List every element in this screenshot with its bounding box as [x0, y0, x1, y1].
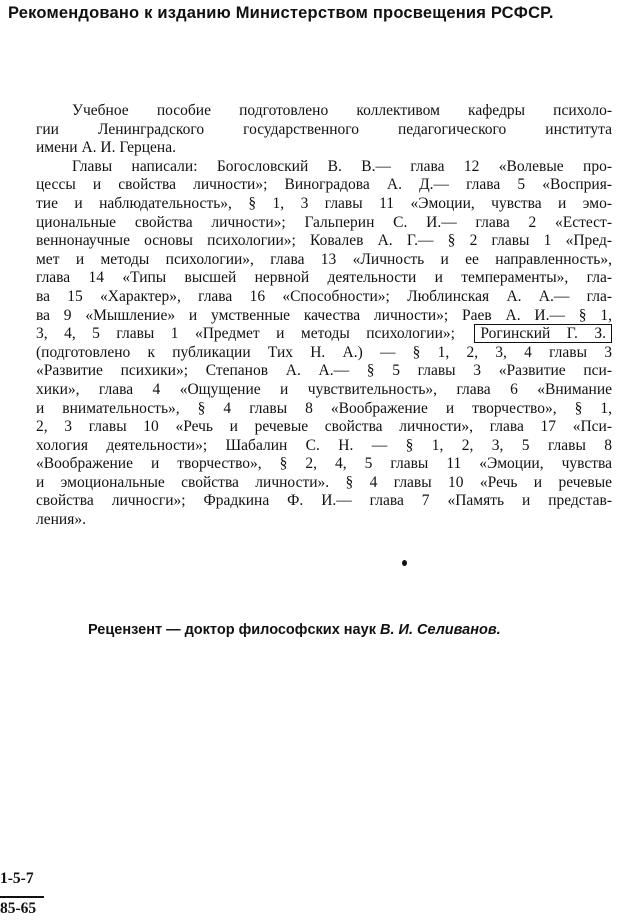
text-line — [36, 251, 612, 270]
text-line-content: (подготовлено к публикации Тих Н. А.) — § 1, 2, 3, 4 главы 3 — [36, 343, 612, 361]
text-line-content: тие и наблюдательность», § 1, 3 главы 11 «Эмоции, чувства и эмо- — [36, 194, 612, 212]
approval-note: Рекомендовано к изданию Министерством просвещения РСФСР. — [8, 4, 554, 22]
text-line-content: мет и методы психологии», глава 13 «Личность и ее направленность», — [36, 250, 612, 268]
text-line — [36, 492, 612, 511]
text-line-content: и внимательность», § 4 главы 8 «Воображение и творчество», § 1, — [36, 399, 612, 417]
text-line-content: хология деятельности»; Шабалин С. Н. — § 1, 2, 3, 5 главы 8 — [36, 436, 612, 454]
text-line-content: гии Ленинградского государственного педагогического института — [36, 120, 612, 138]
reviewer-prefix: Рецензент — доктор философских наук — [88, 622, 376, 638]
reviewer-name: В. И. Селиванов. — [379, 622, 501, 638]
catalog-code-divider — [0, 896, 44, 898]
text-line-content: глава 14 «Типы высшей нервной деятельности и темпераменты», гла- — [36, 269, 612, 287]
reviewer-line — [88, 622, 501, 638]
text-line-content: хики», глава 4 «Ощущение и чувствительность», глава 6 «Внимание — [36, 380, 612, 398]
text-line — [36, 474, 612, 493]
text-line — [36, 418, 612, 437]
ink-dot — [402, 560, 407, 566]
text-line-content: имени А. И. Герцена. — [36, 139, 176, 157]
text-line — [36, 214, 612, 233]
authors-paragraph — [36, 102, 612, 530]
boxed-author-name: Рогинский Г. З. — [474, 324, 612, 343]
text-line-content: циональные свойства личности»; Гальперин С. И.— глава 2 «Естест- — [36, 213, 612, 231]
text-line — [36, 455, 612, 474]
text-line — [36, 232, 612, 251]
text-line-content: 2, 3 главы 10 «Речь и речевые свойства личности», глава 17 «Пси- — [36, 418, 612, 436]
text-line-content: Учебное пособие подготовлено коллективом кафедры психоло- — [72, 102, 612, 119]
text-line — [36, 511, 612, 530]
text-line — [36, 121, 612, 140]
text-line-content: ления». — [36, 511, 86, 529]
text-line-content: «Воображение и творчество», § 2, 4, 5 главы 11 «Эмоции, чувства — [36, 455, 612, 473]
text-line — [36, 437, 612, 456]
text-line-content: ва 9 «Мышление» и умственные качества личности»; Раев А. И.— § 1, — [36, 306, 612, 324]
text-line-content: цессы и свойства личности»; Виноградова А. Д.— глава 5 «Восприя- — [36, 176, 612, 194]
text-line-content: «Развитие психики»; Степанов А. А.— § 5 главы 3 «Развитие пси- — [36, 362, 612, 380]
text-line — [36, 102, 612, 121]
text-line-content: веннонаучные основы психологии»; Ковалев А. Г.— § 2 главы 1 «Пред- — [36, 232, 612, 250]
text-line-content: 3, 4, 5 главы 1 «Предмет и методы психологии»; — [36, 325, 455, 343]
text-line — [36, 307, 612, 326]
text-line-content: свойства личносги»; Фрадкина Ф. И.— глава 7 «Память и представ- — [36, 492, 612, 510]
text-line — [36, 288, 612, 307]
text-line — [36, 325, 612, 344]
text-line — [36, 269, 612, 288]
text-line — [36, 158, 612, 177]
text-line — [36, 344, 612, 363]
catalog-code-top: 1-5-7 — [0, 870, 34, 887]
text-line — [36, 176, 612, 195]
text-line-content: Главы написали: Богословский В. В.— глава 12 «Волевые про- — [72, 157, 612, 175]
text-line — [36, 195, 612, 214]
catalog-code-bottom: 85-65 — [0, 900, 37, 917]
text-line — [36, 400, 612, 419]
text-line — [36, 381, 612, 400]
text-line-content: ва 15 «Характер», глава 16 «Способности»; Люблинская А. А.— гла- — [36, 287, 612, 305]
text-line — [36, 139, 612, 158]
text-line-content: и эмоциональные свойства личности». § 4 главы 10 «Речь и речевые — [36, 473, 612, 491]
text-line — [36, 362, 612, 381]
